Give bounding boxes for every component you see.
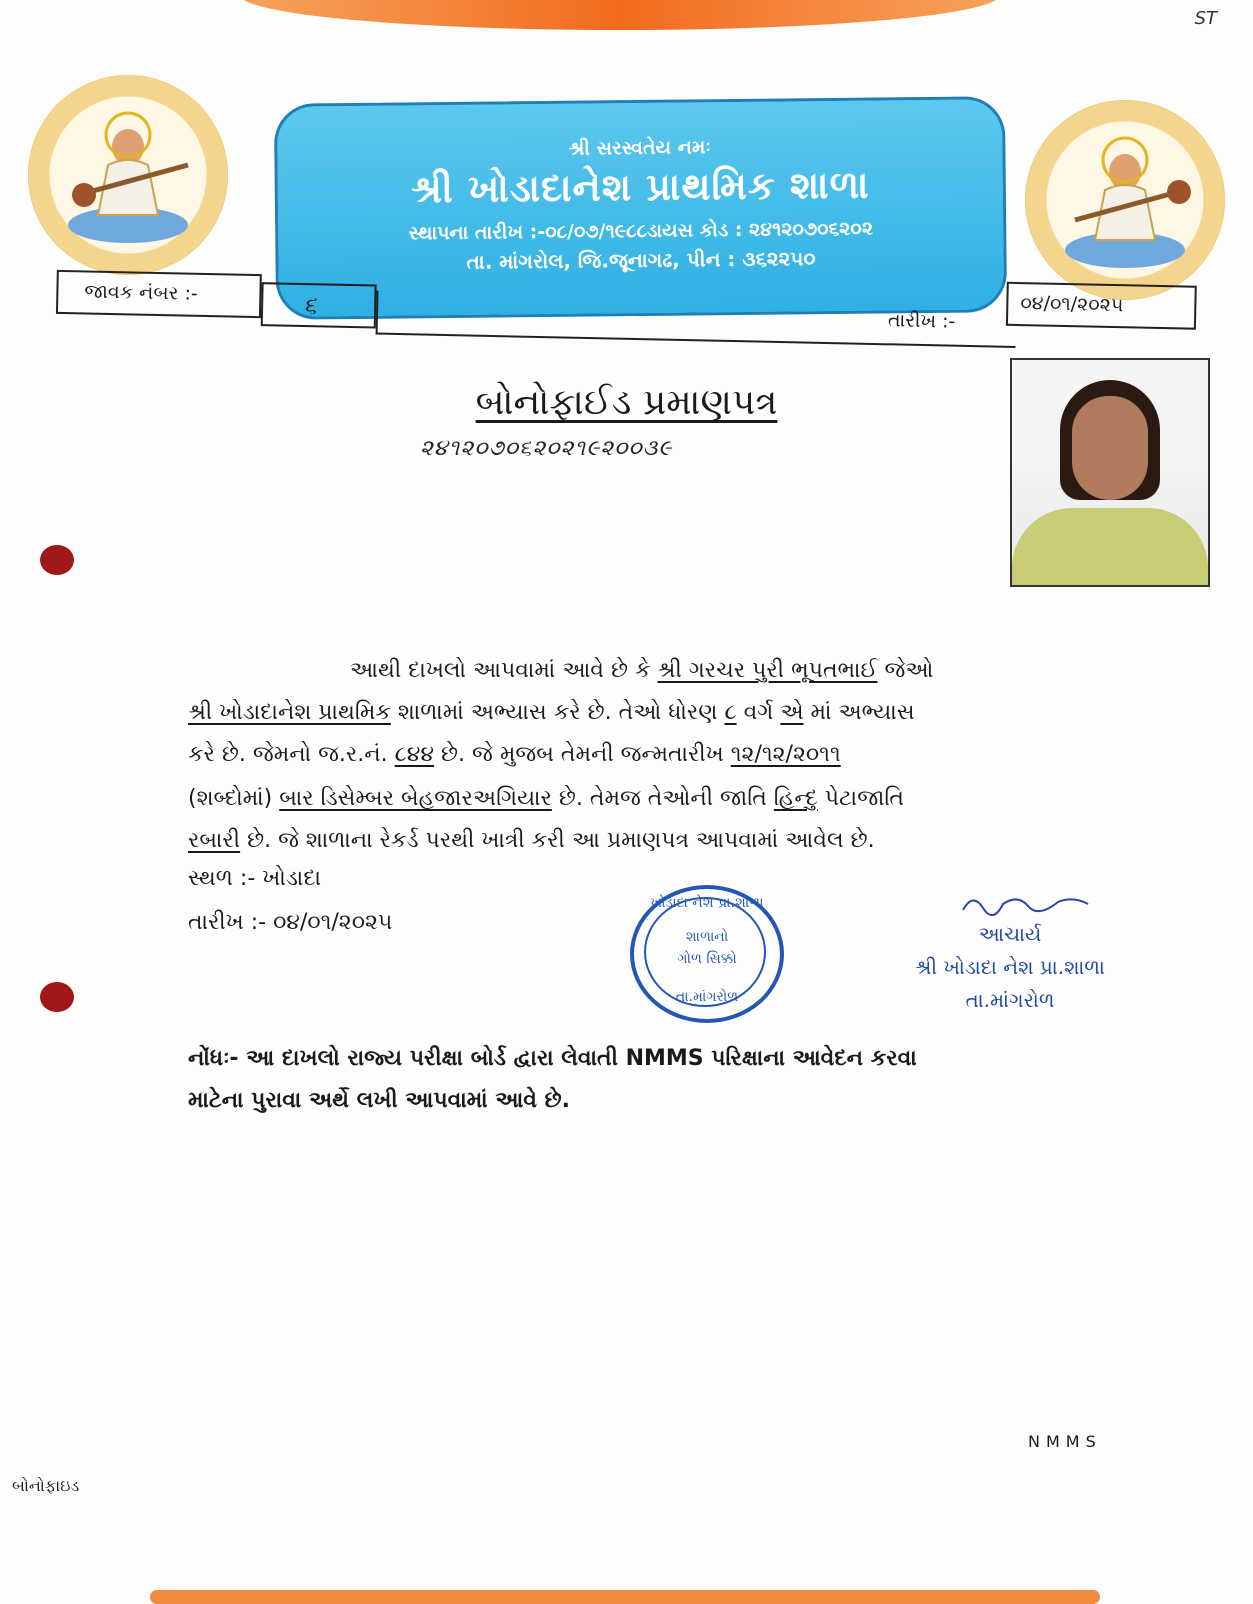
place: સ્થળ :- ખોડાદા [188, 866, 322, 891]
certificate-title: બોનોફાઈડ પ્રમાણપત્ર [475, 382, 778, 423]
bottom-decorative-band [150, 1590, 1100, 1604]
body-line-1: આથી દાખલો આપવામાં આવે છે કે શ્રી ગરચર પુરી ભૂપતભાઈ જેઓ [350, 658, 934, 683]
seal-top-text: ખોડાદા નેશ પ્રા.શાળા [650, 895, 764, 911]
gr-number: ૮૪૪ [394, 742, 435, 767]
principal-school: શ્રી ખોડાદા નેશ પ્રા.શાળા [915, 955, 1105, 979]
punch-hole-top [40, 545, 74, 575]
date-label: તારીખ :- [887, 309, 956, 333]
saraswati-icon [1045, 120, 1205, 280]
issue-date: તારીખ :- ૦૪/૦૧/૨૦૨૫ [188, 910, 393, 935]
inward-number-label: જાવક નંબર :- [84, 280, 198, 305]
student-name: શ્રી ગરચર પુરી ભૂપતભાઈ [657, 658, 878, 683]
establishment-info: સ્થાપના તારીખ :-૦૮/૦૭/૧૯૮૮ડાયસ કોડ : ૨૪૧૨૦૭૦૬૨૦૨ [408, 217, 874, 245]
inward-blank-cell [376, 291, 1017, 348]
invocation: શ્રી સરસ્વતેય નમઃ [568, 136, 711, 160]
school-reference: શ્રી ખોડાદાનેશ પ્રાથમિક [188, 700, 391, 725]
top-decorative-band [240, 0, 1000, 30]
principal-title: આચાર્ય [978, 922, 1042, 946]
body-line-4: (શબ્દોમાં) બાર ડિસેમ્બર બેહજારઅગિયાર છે. તેમજ તેઓની જાતિ હિન્દુ પેટાજાતિ [188, 786, 904, 811]
body-line-2: શ્રી ખોડાદાનેશ પ્રાથમિક શાળામાં અભ્યાસ કરે છે. તેઓ ધોરણ ૮ વર્ગ એ માં અભ્યાસ [188, 700, 915, 725]
seal-inner-text-2: ગોળ સિક્કો [677, 951, 737, 967]
body-line-3: કરે છે. જેમનો જ.ર.નં. ૮૪૪ છે. જે મુજબ તેમની જન્મતારીખ ૧૨/૧૨/૨૦૧૧ [188, 742, 841, 767]
date-cell [1006, 282, 1197, 330]
saraswati-icon [48, 95, 208, 255]
school-seal [630, 885, 784, 1023]
certificate-number: ૨૪૧૨૦૭૦૬૨૦૨૧૯૨૦૦૩૯ [420, 436, 673, 461]
body-line-5: રબારી છે. જે શાળાના રેકર્ડ પરથી ખાત્રી કરી આ પ્રમાણપત્ર આપવામાં આવેલ છે. [188, 828, 875, 853]
date-of-birth: ૧૨/૧૨/૨૦૧૧ [730, 742, 841, 767]
note-line-1: નોંધઃ- આ દાખલો રાજ્ય પરીક્ષા બોર્ડ દ્વારા લેવાતી NMMS પરિક્ષાના આવેદન કરવા [188, 1046, 917, 1071]
inward-number-label-cell [56, 270, 262, 318]
seal-inner-text-1: શાળાનો [685, 929, 729, 945]
date-value: ૦૪/૦૧/૨૦૨૫ [1020, 292, 1124, 317]
division: એ [780, 700, 804, 725]
dob-in-words: બાર ડિસેમ્બર બેહજારઅગિયાર [279, 786, 552, 811]
note-line-2: માટેના પુરાવા અર્થે લખી આપવામાં આવે છે. [188, 1088, 571, 1113]
inward-row [55, 270, 1216, 364]
corner-mark: ST [1194, 8, 1217, 29]
seal-bottom-text: તા.માંગરોળ [675, 989, 739, 1005]
saraswati-emblem-right [1025, 100, 1225, 300]
school-name: શ્રી ખોડાદાનેશ પ્રાથમિક શાળા [410, 162, 870, 212]
standard: ૮ [724, 700, 737, 725]
school-address: તા. માંગરોલ, જિ.જૂનાગઢ, પીન : ૩૬૨૨૫૦ [466, 246, 816, 274]
footer-nmms: NMMS [1028, 1432, 1102, 1451]
saraswati-emblem-left [28, 75, 228, 275]
caste: હિન્દુ [773, 786, 818, 811]
subcaste: રબારી [188, 828, 241, 853]
punch-hole-bottom [40, 982, 74, 1012]
principal-taluka: તા.માંગરોળ [965, 988, 1055, 1012]
footer-bonafide: બોનોફાઇડ [12, 1476, 80, 1495]
inward-number-value: ૬ [302, 291, 317, 320]
inward-number-cell [261, 282, 377, 328]
principal-signature [958, 890, 1118, 920]
